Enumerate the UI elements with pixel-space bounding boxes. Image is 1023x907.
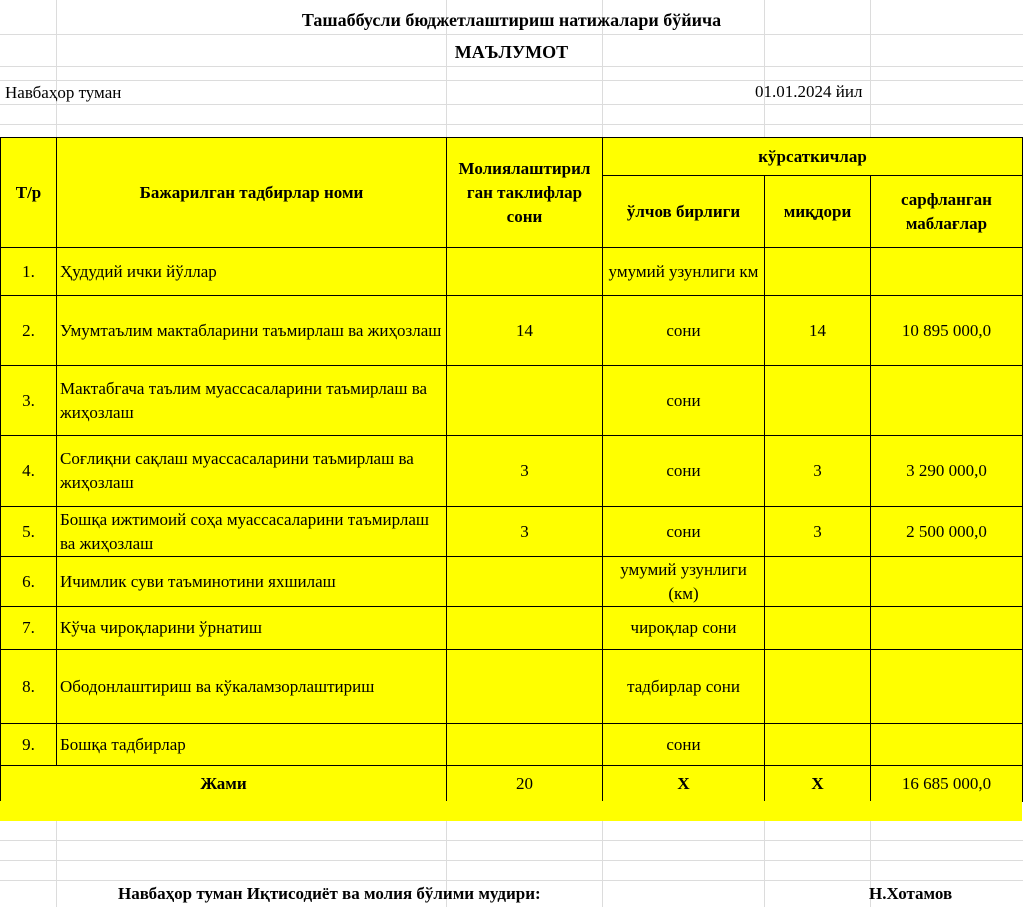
row-amount: 3 xyxy=(765,436,871,507)
row-proposals: 14 xyxy=(447,296,603,366)
table-row xyxy=(1,366,1023,436)
gridline xyxy=(0,860,1023,861)
row-name: Соғлиқни сақлаш муассасаларини таъмирлаш ва жиҳозлаш xyxy=(57,436,447,507)
row-name: Бошқа тадбирлар xyxy=(57,724,447,766)
row-amount xyxy=(765,607,871,650)
row-amount xyxy=(765,557,871,607)
row-spent xyxy=(871,248,1023,296)
row-proposals xyxy=(447,607,603,650)
row-num: 9. xyxy=(1,724,57,766)
row-unit: тадбирлар сони xyxy=(603,650,765,724)
row-proposals xyxy=(447,724,603,766)
row-unit: умумий узунлиги (км) xyxy=(603,557,765,607)
row-unit: сони xyxy=(603,507,765,557)
header-num: Т/р xyxy=(1,138,57,248)
header-spent: сарфланган маблағлар xyxy=(871,176,1023,248)
row-num: 4. xyxy=(1,436,57,507)
row-name: Умумтаълим мактабларини таъмирлаш ва жиҳозлаш xyxy=(57,296,447,366)
total-unit: X xyxy=(603,766,765,802)
row-amount: 14 xyxy=(765,296,871,366)
gridline xyxy=(0,80,1023,81)
row-unit: сони xyxy=(603,366,765,436)
table-row xyxy=(1,248,1023,296)
total-amount: X xyxy=(765,766,871,802)
row-unit: сони xyxy=(603,296,765,366)
footer-signer: Н.Хотамов xyxy=(869,884,953,903)
row-name: Ичимлик суви таъминотини яхшилаш xyxy=(57,557,447,607)
report-date: 01.01.2024 йил xyxy=(755,82,863,101)
gridline xyxy=(0,34,1023,35)
total-label: Жами xyxy=(1,766,447,802)
header-unit: ўлчов бирлиги xyxy=(603,176,765,248)
row-num: 1. xyxy=(1,248,57,296)
table-row xyxy=(1,296,1023,366)
row-num: 3. xyxy=(1,366,57,436)
row-unit: умумий узунлиги км xyxy=(603,248,765,296)
results-table xyxy=(0,137,1023,802)
header-indicators: кўрсаткичлар xyxy=(603,138,1023,176)
row-num: 5. xyxy=(1,507,57,557)
row-spent xyxy=(871,557,1023,607)
footer-position: Навбаҳор туман Иқтисодиёт ва молия бўлими мудири: xyxy=(118,884,541,903)
row-unit: чироқлар сони xyxy=(603,607,765,650)
table-row xyxy=(1,650,1023,724)
gridline xyxy=(0,124,1023,125)
row-name: Кўча чироқларини ўрнатиш xyxy=(57,607,447,650)
table-row xyxy=(1,724,1023,766)
row-num: 6. xyxy=(1,557,57,607)
row-proposals xyxy=(447,366,603,436)
gridline xyxy=(0,840,1023,841)
row-name: Мактабгача таълим муассасаларини таъмирлаш ва жиҳозлаш xyxy=(57,366,447,436)
document-title: Ташаббусли бюджетлаштириш натижалари бўйича xyxy=(301,10,722,30)
header-proposals: Молиялаштирил ган таклифлар сони xyxy=(447,138,603,248)
row-spent xyxy=(871,650,1023,724)
row-proposals xyxy=(447,557,603,607)
gridline xyxy=(0,66,1023,67)
total-row xyxy=(1,766,1023,802)
row-proposals xyxy=(447,248,603,296)
table-row xyxy=(1,607,1023,650)
row-num: 2. xyxy=(1,296,57,366)
row-spent xyxy=(871,724,1023,766)
header-amount: миқдори xyxy=(765,176,871,248)
row-amount xyxy=(765,366,871,436)
table-row xyxy=(1,557,1023,607)
table-row xyxy=(1,436,1023,507)
total-spent: 16 685 000,0 xyxy=(871,766,1023,802)
highlight-band xyxy=(0,801,1022,821)
gridline xyxy=(0,104,1023,105)
row-name: Бошқа ижтимоий соҳа муассасаларини таъмирлаш ва жиҳозлаш xyxy=(57,507,447,557)
row-proposals: 3 xyxy=(447,507,603,557)
row-spent xyxy=(871,607,1023,650)
row-name: Ободонлаштириш ва кўкаламзорлаштириш xyxy=(57,650,447,724)
row-spent: 10 895 000,0 xyxy=(871,296,1023,366)
row-spent: 3 290 000,0 xyxy=(871,436,1023,507)
row-amount: 3 xyxy=(765,507,871,557)
table-row xyxy=(1,507,1023,557)
row-unit: сони xyxy=(603,436,765,507)
row-spent xyxy=(871,366,1023,436)
gridline xyxy=(0,880,1023,881)
row-num: 7. xyxy=(1,607,57,650)
total-proposals: 20 xyxy=(447,766,603,802)
row-proposals: 3 xyxy=(447,436,603,507)
row-amount xyxy=(765,248,871,296)
row-amount xyxy=(765,724,871,766)
row-spent: 2 500 000,0 xyxy=(871,507,1023,557)
header-name: Бажарилган тадбирлар номи xyxy=(57,138,447,248)
district-name: Навбаҳор туман xyxy=(5,83,122,102)
row-num: 8. xyxy=(1,650,57,724)
row-name: Ҳудудий ички йўллар xyxy=(57,248,447,296)
row-unit: сони xyxy=(603,724,765,766)
row-proposals xyxy=(447,650,603,724)
document-subtitle: МАЪЛУМОТ xyxy=(454,42,569,62)
row-amount xyxy=(765,650,871,724)
